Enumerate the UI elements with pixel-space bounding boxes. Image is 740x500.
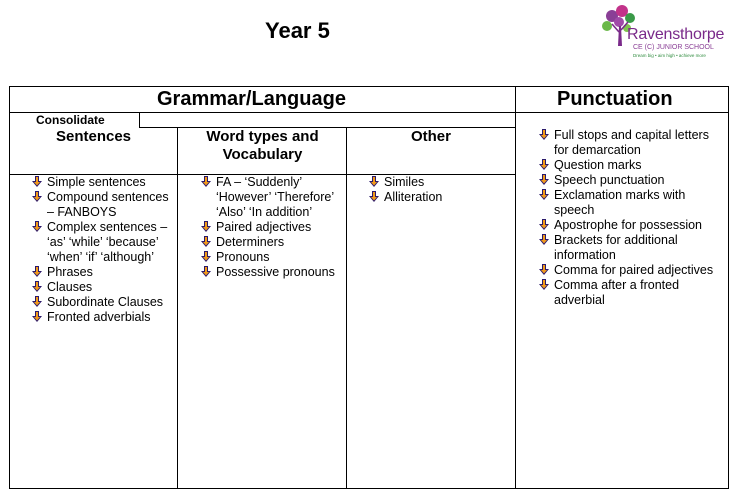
- arrow-bullet-icon: [31, 281, 43, 293]
- list-item: [200, 220, 346, 235]
- list-item-text: Paired adjectives: [216, 220, 312, 234]
- list-item: [31, 295, 177, 310]
- arrow-bullet-icon: [31, 176, 43, 188]
- arrow-bullet-icon: [538, 234, 550, 246]
- list-item-text: Full stops and capital letters for demarcation: [554, 128, 709, 157]
- arrow-bullet-icon: [31, 311, 43, 323]
- list-item: [368, 190, 508, 205]
- list-item-text: Possessive pronouns: [216, 265, 335, 279]
- list-item-text: Clauses: [47, 280, 93, 294]
- list-item: [200, 265, 346, 280]
- list-item-text: FA – ‘Suddenly’ ‘However’ ‘Therefore’ ‘Also’ ‘In addition’: [216, 175, 334, 219]
- list-item: [538, 218, 724, 233]
- arrow-bullet-icon: [368, 191, 380, 203]
- column-header-sentences: Sentences: [55, 128, 132, 145]
- arrow-bullet-icon: [200, 251, 212, 263]
- arrow-bullet-icon: [31, 191, 43, 203]
- arrow-bullet-icon: [538, 174, 550, 186]
- consolidate-label: Consolidate: [36, 113, 105, 127]
- list-item: [538, 158, 724, 173]
- logo-tagline: Dream big • aim high • achieve more: [633, 53, 706, 58]
- arrow-bullet-icon: [200, 176, 212, 188]
- list-item: [538, 128, 724, 158]
- arrow-bullet-icon: [368, 176, 380, 188]
- list-item-text: Alliteration: [384, 190, 443, 204]
- logo-school-name: Ravensthorpe: [627, 26, 725, 43]
- word-types-list: [200, 175, 346, 280]
- arrow-bullet-icon: [200, 236, 212, 248]
- list-item-text: Compound sentences – FANBOYS: [47, 190, 169, 219]
- list-item-text: Subordinate Clauses: [47, 295, 164, 309]
- list-item: [538, 278, 724, 308]
- arrow-bullet-icon: [31, 266, 43, 278]
- list-item-text: Pronouns: [216, 250, 270, 264]
- list-item: [538, 233, 724, 263]
- list-item: [31, 310, 177, 325]
- list-item-text: Brackets for additional information: [554, 233, 678, 262]
- list-item-text: Apostrophe for possession: [554, 218, 703, 232]
- arrow-bullet-icon: [31, 221, 43, 233]
- list-item-text: Comma after a fronted adverbial: [554, 278, 680, 307]
- arrow-bullet-icon: [538, 279, 550, 291]
- arrow-bullet-icon: [538, 264, 550, 276]
- column-header-word-types: Word types and Vocabulary: [206, 128, 319, 163]
- list-item: [31, 220, 177, 265]
- list-item-text: Comma for paired adjectives: [554, 263, 714, 277]
- arrow-bullet-icon: [31, 296, 43, 308]
- punctuation-list: [538, 128, 724, 308]
- list-item-text: Phrases: [47, 265, 93, 279]
- school-logo: [595, 2, 735, 62]
- list-item-text: Simple sentences: [47, 175, 146, 189]
- list-item: [31, 280, 177, 295]
- list-item: [538, 173, 724, 188]
- list-item-text: Determiners: [216, 235, 285, 249]
- list-item: [368, 175, 508, 190]
- arrow-bullet-icon: [538, 189, 550, 201]
- arrow-bullet-icon: [538, 159, 550, 171]
- list-item: [31, 265, 177, 280]
- list-item-text: Complex sentences – ‘as’ ‘while’ ‘because’ ‘when’ ‘if’ ‘although’: [47, 220, 168, 264]
- arrow-bullet-icon: [538, 129, 550, 141]
- arrow-bullet-icon: [200, 221, 212, 233]
- list-item: [31, 190, 177, 220]
- list-item: [200, 235, 346, 250]
- list-item-text: Question marks: [554, 158, 642, 172]
- logo-school-subtitle: CE (C) JUNIOR SCHOOL: [633, 44, 714, 51]
- column-header-other: Other: [410, 128, 451, 145]
- punctuation-header: Punctuation: [557, 88, 673, 110]
- list-item: [200, 250, 346, 265]
- other-list: [368, 175, 508, 205]
- list-item-text: Similes: [384, 175, 425, 189]
- sentences-list: [31, 175, 177, 325]
- page-title: Year 5: [265, 18, 330, 43]
- arrow-bullet-icon: [200, 266, 212, 278]
- list-item: [538, 263, 724, 278]
- list-item: [200, 175, 346, 220]
- arrow-bullet-icon: [538, 219, 550, 231]
- list-item-text: Exclamation marks with speech: [554, 188, 686, 217]
- list-item-text: Fronted adverbials: [47, 310, 151, 324]
- grammar-header: Grammar/Language: [157, 88, 346, 110]
- list-item-text: Speech punctuation: [554, 173, 665, 187]
- list-item: [538, 188, 724, 218]
- list-item: [31, 175, 177, 190]
